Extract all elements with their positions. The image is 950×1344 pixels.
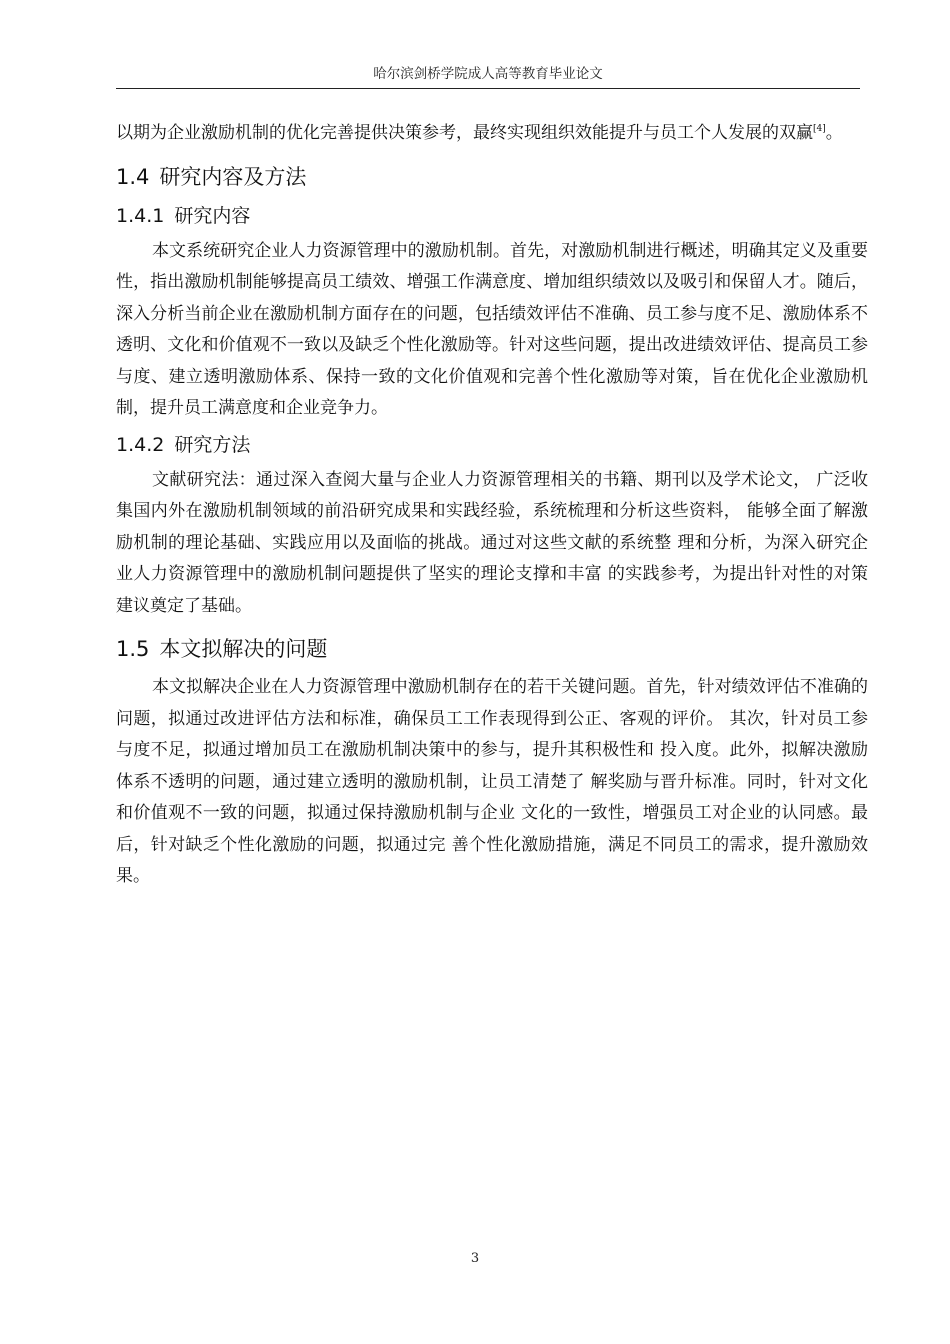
section-heading-1-4 (116, 160, 868, 194)
section-number: 1.4.2 (116, 433, 165, 456)
research-method-paragraph: 文献研究法：通过深入查阅大量与企业人力资源管理相关的书籍、期刊以及学术论文， 广泛收集国内外在激励机制领域的前沿研究成果和实践经验，系统梳理和分析这些资料， 能够全面了解激励机制的理论基础、实践应用以及面临的挑战。通过对这些文献的系统整 理和分析，为深入研究企业人力资源管理中的激励机制问题提供了坚实的理论支撑和丰富 的实践参考，为提出针对性的对策建议奠定了基础。 (116, 469, 868, 616)
header-title: 哈尔滨剑桥学院成人高等教育毕业论文 (373, 66, 603, 82)
intro-paragraph-text: 以期为企业激励机制的优化完善提供决策参考，最终实现组织效能提升与员工个人发展的双赢 (116, 123, 813, 143)
section-title: 研究内容及方法 (159, 164, 307, 189)
section-heading-1-4-2 (116, 429, 868, 461)
section-title: 研究内容 (174, 204, 251, 227)
section-number: 1.5 (116, 637, 150, 661)
section-heading-1-4-1 (116, 200, 868, 232)
document-body (116, 118, 868, 893)
page-header (116, 64, 860, 89)
section-number: 1.4 (116, 164, 150, 189)
section-heading-1-5 (116, 632, 868, 666)
section-title: 本文拟解决的问题 (159, 637, 328, 661)
intro-paragraph-end: 。 (825, 123, 843, 143)
section-title: 研究方法 (174, 433, 251, 456)
intro-paragraph (116, 118, 868, 150)
research-content-paragraph: 本文系统研究企业人力资源管理中的激励机制。首先，对激励机制进行概述，明确其定义及重要性，指出激励机制能够提高员工绩效、增强工作满意度、增加组织绩效以及吸引和保留人才。随后，深入分析当前企业在激励机制方面存在的问题，包括绩效评估不准确、员工参与度不足、激励体系不透明、文化和价值观不一致以及缺乏个性化激励等。针对这些问题，提出改进绩效评估、提高员工参与度、建立透明激励体系、保持一致的文化价值观和完善个性化激励等对策，旨在优化企业激励机制，提升员工满意度和企业竞争力。 (116, 240, 868, 418)
problems-paragraph: 本文拟解决企业在人力资源管理中激励机制存在的若干关键问题。首先，针对绩效评估不准确的问题，拟通过改进评估方法和标准，确保员工工作表现得到公正、客观的评价。 其次，针对员工参与度不足，拟通过增加员工在激励机制决策中的参与，提升其积极性和 投入度。此外，拟解决激励体系不透明的问题，通过建立透明的激励机制，让员工清楚了 解奖励与晋升标准。同时，针对文化和价值观不一致的问题，拟通过保持激励机制与企业 文化的一致性，增强员工对企业的认同感。最后，针对缺乏个性化激励的问题，拟通过完 善个性化激励措施，满足不同员工的需求，提升激励效果。 (116, 677, 868, 886)
section-number: 1.4.1 (116, 204, 165, 227)
page-number: 3 (470, 1251, 480, 1266)
citation-reference: [4] (813, 124, 826, 134)
